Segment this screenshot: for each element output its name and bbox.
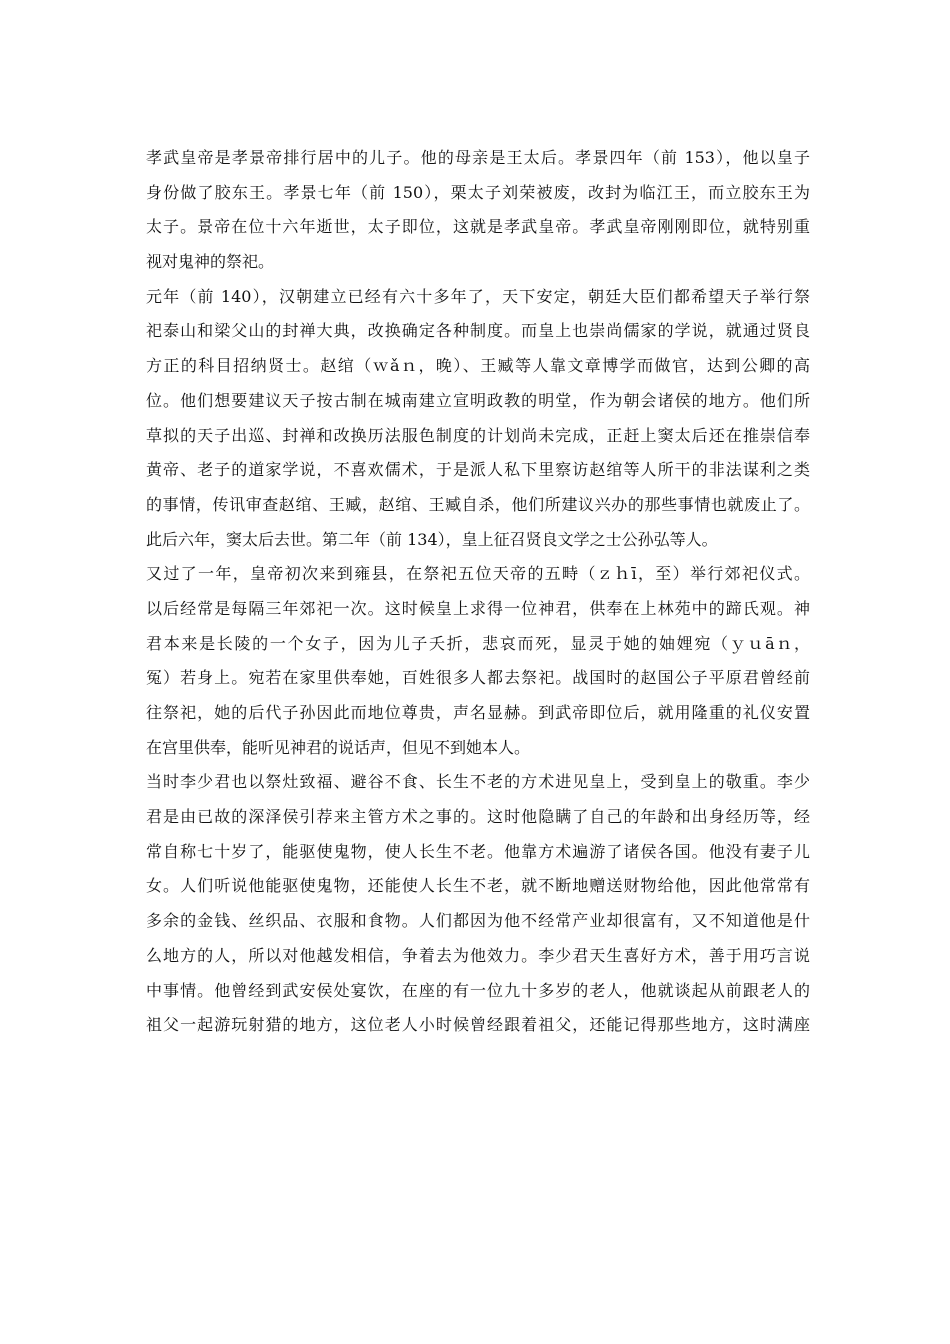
body-text xyxy=(146,141,810,1043)
text-line: 此后六年，窦太后去世。第二年（前 134），皇上征召贤良文学之士公孙弘等人。 xyxy=(146,529,718,549)
text-line: 的事情，传讯审查赵绾、王臧，赵绾、王臧自杀，他们所建议兴办的那些事情也就废止了。 xyxy=(146,494,810,514)
text-line: 祖父一起游玩射猎的地方，这位老人小时候曾经跟着祖父，还能记得那些地方，这时满座 xyxy=(146,1015,810,1035)
text-line: 当时李少君也以祭灶致福、避谷不食、长生不老的方术进见皇上，受到皇上的敬重。李少 xyxy=(146,772,810,792)
text-line: 身份做了胶东王。孝景七年（前 150），栗太子刘荣被废，改封为临江王，而立胶东王为 xyxy=(146,182,810,202)
text-line: 中事情。他曾经到武安侯处宴饮，在座的有一位九十多岁的老人，他就谈起从前跟老人的 xyxy=(146,980,810,1000)
text-line: 以后经常是每隔三年郊祀一次。这时候皇上求得一位神君，供奉在上林苑中的蹄氏观。神 xyxy=(146,598,810,618)
text-line: 君是由已故的深泽侯引荐来主管方术之事的。这时他隐瞒了自己的年龄和出身经历等，经 xyxy=(146,807,810,827)
text-line: 在宫里供奉，能听见神君的说话声，但见不到她本人。 xyxy=(146,737,531,757)
text-line: 太子。景帝在位十六年逝世，太子即位，这就是孝武皇帝。孝武皇帝刚刚即位，就特别重 xyxy=(146,217,810,237)
text-line: 位。他们想要建议天子按古制在城南建立宣明政教的明堂，作为朝会诸侯的地方。他们所 xyxy=(146,390,810,410)
text-line: 冤）若身上。宛若在家里供奉她，百姓很多人都去祭祀。战国时的赵国公子平原君曾经前 xyxy=(146,668,810,688)
text-line: 又过了一年，皇帝初次来到雍县，在祭祀五位天帝的五畤（ｚｈī，至）举行郊祀仪式。 xyxy=(146,564,810,584)
text-line: 草拟的天子出巡、封禅和改换历法服色制度的计划尚未完成，正赶上窦太后还在推崇信奉 xyxy=(146,425,810,445)
text-line: 常自称七十岁了，能驱使鬼物，使人长生不老。他靠方术遍游了诸侯各国。他没有妻子儿 xyxy=(146,841,810,861)
text-line: 视对鬼神的祭祀。 xyxy=(146,252,275,272)
text-line: 方正的科目招纳贤士。赵绾（ｗǎｎ，晚）、王臧等人靠文章博学而做官，达到公卿的高 xyxy=(146,356,810,376)
text-line: 么地方的人，所以对他越发相信，争着去为他效力。李少君天生喜好方术，善于用巧言说 xyxy=(146,945,810,965)
text-line: 女。人们听说他能驱使鬼物，还能使人长生不老，就不断地赠送财物给他，因此他常常有 xyxy=(146,876,810,896)
text-line: 孝武皇帝是孝景帝排行居中的儿子。他的母亲是王太后。孝景四年（前 153），他以皇子 xyxy=(146,148,810,167)
text-line: 黄帝、老子的道家学说，不喜欢儒术，于是派人私下里察访赵绾等人所干的非法谋利之类 xyxy=(146,460,810,480)
text-line: 君本来是长陵的一个女子，因为儿子夭折，悲哀而死，显灵于她的妯娌宛（ｙｕāｎ， xyxy=(146,633,810,653)
text-line: 元年（前 140），汉朝建立已经有六十多年了，天下安定，朝廷大臣们都希望天子举行祭 xyxy=(146,286,810,306)
text-line: 往祭祀，她的后代子孙因此而地位尊贵，声名显赫。到武帝即位后，就用隆重的礼仪安置 xyxy=(146,703,810,722)
text-line: 祀泰山和梁父山的封禅大典，改换确定各种制度。而皇上也崇尚儒家的学说，就通过贤良 xyxy=(146,321,810,341)
text-line: 多余的金钱、丝织品、衣服和食物。人们都因为他不经常产业却很富有，又不知道他是什 xyxy=(146,911,810,931)
